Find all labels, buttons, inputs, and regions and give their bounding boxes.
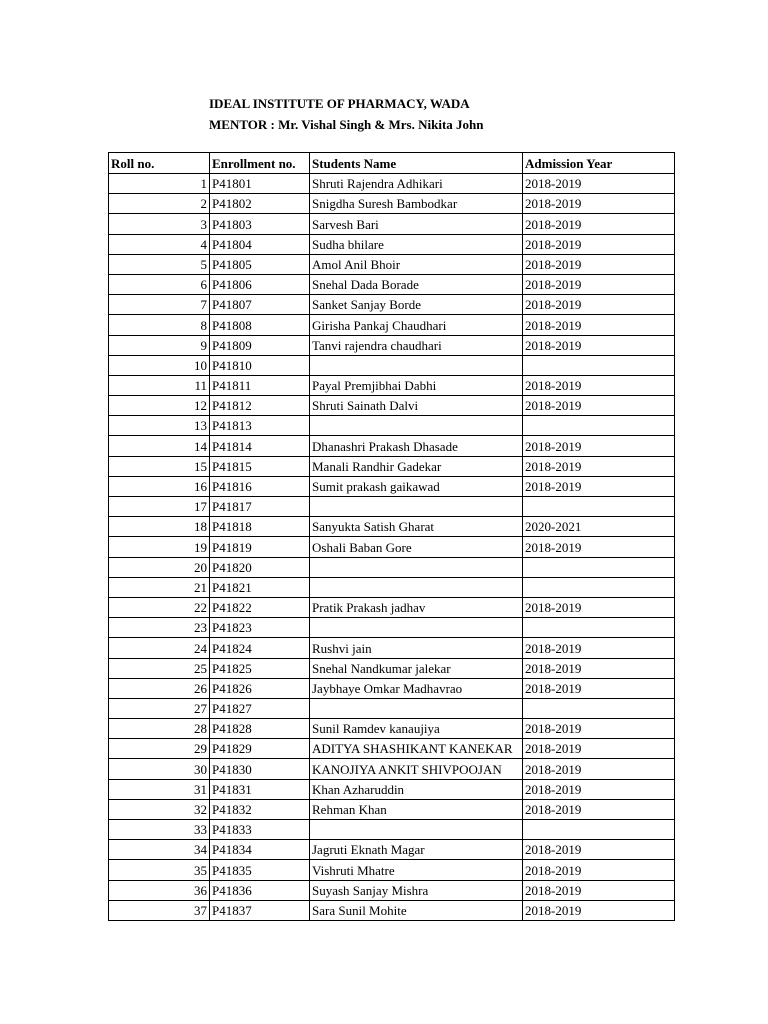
admission-year-cell: 2018-2019 <box>523 880 675 900</box>
table-row <box>109 234 675 254</box>
roll-number-cell: 10 <box>109 355 210 375</box>
student-name-cell: Suyash Sanjay Mishra <box>310 880 523 900</box>
admission-year-cell: 2018-2019 <box>523 779 675 799</box>
column-header-students-name: Students Name <box>310 153 523 174</box>
roll-number-cell: 27 <box>109 698 210 718</box>
student-name-cell <box>310 618 523 638</box>
column-header-admission-year: Admission Year <box>523 153 675 174</box>
admission-year-cell <box>523 698 675 718</box>
student-name-cell <box>310 557 523 577</box>
student-name-cell: ADITYA SHASHIKANT KANEKAR <box>310 739 523 759</box>
student-name-cell: KANOJIYA ANKIT SHIVPOOJAN <box>310 759 523 779</box>
roll-number-cell: 36 <box>109 880 210 900</box>
enrollment-number-cell: P41804 <box>210 234 310 254</box>
student-name-cell <box>310 355 523 375</box>
roll-number-cell: 24 <box>109 638 210 658</box>
enrollment-number-cell: P41806 <box>210 274 310 294</box>
roll-number-cell: 30 <box>109 759 210 779</box>
roll-number-cell: 12 <box>109 396 210 416</box>
roll-number-cell: 11 <box>109 375 210 395</box>
enrollment-number-cell: P41802 <box>210 194 310 214</box>
student-name-cell: Sumit prakash gaikawad <box>310 476 523 496</box>
student-name-cell: Shruti Sainath Dalvi <box>310 396 523 416</box>
student-name-cell <box>310 577 523 597</box>
student-name-cell: Snehal Dada Borade <box>310 274 523 294</box>
table-row <box>109 517 675 537</box>
enrollment-number-cell: P41823 <box>210 618 310 638</box>
student-name-cell: Snehal Nandkumar jalekar <box>310 658 523 678</box>
student-name-cell: Sudha bhilare <box>310 234 523 254</box>
student-name-cell: Rushvi jain <box>310 638 523 658</box>
roll-number-cell: 23 <box>109 618 210 638</box>
student-name-cell: Sarvesh Bari <box>310 214 523 234</box>
table-row <box>109 456 675 476</box>
institute-title: IDEAL INSTITUTE OF PHARMACY, WADA <box>209 96 470 111</box>
roll-number-cell: 2 <box>109 194 210 214</box>
roll-number-cell: 8 <box>109 315 210 335</box>
roll-number-cell: 9 <box>109 335 210 355</box>
table-row <box>109 658 675 678</box>
admission-year-cell <box>523 820 675 840</box>
roll-number-cell: 3 <box>109 214 210 234</box>
admission-year-cell: 2018-2019 <box>523 476 675 496</box>
student-name-cell: Tanvi rajendra chaudhari <box>310 335 523 355</box>
table-row <box>109 497 675 517</box>
student-roster-table <box>108 152 675 921</box>
enrollment-number-cell: P41811 <box>210 375 310 395</box>
table-row <box>109 396 675 416</box>
student-name-cell: Girisha Pankaj Chaudhari <box>310 315 523 335</box>
enrollment-number-cell: P41824 <box>210 638 310 658</box>
student-name-cell <box>310 497 523 517</box>
student-name-cell: Sanyukta Satish Gharat <box>310 517 523 537</box>
admission-year-cell: 2018-2019 <box>523 315 675 335</box>
admission-year-cell: 2018-2019 <box>523 799 675 819</box>
table-row <box>109 638 675 658</box>
enrollment-number-cell: P41813 <box>210 416 310 436</box>
enrollment-number-cell: P41828 <box>210 719 310 739</box>
table-row <box>109 315 675 335</box>
student-name-cell <box>310 698 523 718</box>
roll-number-cell: 35 <box>109 860 210 880</box>
enrollment-number-cell: P41835 <box>210 860 310 880</box>
admission-year-cell: 2018-2019 <box>523 295 675 315</box>
column-header-roll-no: Roll no. <box>109 153 210 174</box>
table-row <box>109 698 675 718</box>
student-name-cell <box>310 820 523 840</box>
admission-year-cell <box>523 497 675 517</box>
table-row <box>109 577 675 597</box>
enrollment-number-cell: P41831 <box>210 779 310 799</box>
table-row <box>109 799 675 819</box>
roll-number-cell: 13 <box>109 416 210 436</box>
enrollment-number-cell: P41827 <box>210 698 310 718</box>
enrollment-number-cell: P41807 <box>210 295 310 315</box>
table-row <box>109 557 675 577</box>
roll-number-cell: 25 <box>109 658 210 678</box>
table-row <box>109 537 675 557</box>
student-name-cell: Pratik Prakash jadhav <box>310 597 523 617</box>
student-name-cell: Payal Premjibhai Dabhi <box>310 375 523 395</box>
enrollment-number-cell: P41833 <box>210 820 310 840</box>
table-row <box>109 900 675 920</box>
admission-year-cell: 2018-2019 <box>523 658 675 678</box>
enrollment-number-cell: P41832 <box>210 799 310 819</box>
enrollment-number-cell: P41818 <box>210 517 310 537</box>
student-name-cell: Sara Sunil Mohite <box>310 900 523 920</box>
roll-number-cell: 26 <box>109 678 210 698</box>
roll-number-cell: 1 <box>109 174 210 194</box>
table-row <box>109 618 675 638</box>
roll-number-cell: 18 <box>109 517 210 537</box>
admission-year-cell: 2018-2019 <box>523 597 675 617</box>
table-row <box>109 295 675 315</box>
roll-number-cell: 28 <box>109 719 210 739</box>
admission-year-cell: 2018-2019 <box>523 537 675 557</box>
student-name-cell: Shruti Rajendra Adhikari <box>310 174 523 194</box>
admission-year-cell: 2018-2019 <box>523 840 675 860</box>
student-name-cell: Sanket Sanjay Borde <box>310 295 523 315</box>
table-row <box>109 476 675 496</box>
admission-year-cell <box>523 355 675 375</box>
roll-number-cell: 20 <box>109 557 210 577</box>
roll-number-cell: 29 <box>109 739 210 759</box>
student-name-cell: Vishruti Mhatre <box>310 860 523 880</box>
roll-number-cell: 19 <box>109 537 210 557</box>
enrollment-number-cell: P41821 <box>210 577 310 597</box>
table-row <box>109 355 675 375</box>
admission-year-cell: 2018-2019 <box>523 214 675 234</box>
table-row <box>109 375 675 395</box>
student-name-cell: Khan Azharuddin <box>310 779 523 799</box>
table-body <box>109 174 675 921</box>
student-name-cell: Jagruti Eknath Magar <box>310 840 523 860</box>
admission-year-cell: 2018-2019 <box>523 456 675 476</box>
enrollment-number-cell: P41812 <box>210 396 310 416</box>
enrollment-number-cell: P41815 <box>210 456 310 476</box>
roll-number-cell: 32 <box>109 799 210 819</box>
table-row <box>109 820 675 840</box>
admission-year-cell: 2018-2019 <box>523 234 675 254</box>
roll-number-cell: 17 <box>109 497 210 517</box>
admission-year-cell: 2018-2019 <box>523 719 675 739</box>
table-row <box>109 840 675 860</box>
enrollment-number-cell: P41820 <box>210 557 310 577</box>
student-name-cell: Sunil Ramdev kanaujiya <box>310 719 523 739</box>
student-name-cell: Manali Randhir Gadekar <box>310 456 523 476</box>
roll-number-cell: 34 <box>109 840 210 860</box>
enrollment-number-cell: P41830 <box>210 759 310 779</box>
student-name-cell: Amol Anil Bhoir <box>310 254 523 274</box>
table-row <box>109 436 675 456</box>
table-row <box>109 194 675 214</box>
table-row <box>109 274 675 294</box>
table-row <box>109 335 675 355</box>
admission-year-cell: 2018-2019 <box>523 254 675 274</box>
admission-year-cell <box>523 618 675 638</box>
admission-year-cell: 2018-2019 <box>523 375 675 395</box>
enrollment-number-cell: P41814 <box>210 436 310 456</box>
enrollment-number-cell: P41817 <box>210 497 310 517</box>
enrollment-number-cell: P41836 <box>210 880 310 900</box>
admission-year-cell: 2018-2019 <box>523 860 675 880</box>
admission-year-cell: 2018-2019 <box>523 396 675 416</box>
roll-number-cell: 33 <box>109 820 210 840</box>
admission-year-cell <box>523 557 675 577</box>
roll-number-cell: 31 <box>109 779 210 799</box>
enrollment-number-cell: P41803 <box>210 214 310 234</box>
table-row <box>109 678 675 698</box>
roll-number-cell: 37 <box>109 900 210 920</box>
column-header-enrollment-no: Enrollment no. <box>210 153 310 174</box>
admission-year-cell: 2018-2019 <box>523 638 675 658</box>
table-row <box>109 779 675 799</box>
admission-year-cell: 2018-2019 <box>523 678 675 698</box>
roll-number-cell: 21 <box>109 577 210 597</box>
document-header <box>209 93 484 135</box>
table-row <box>109 416 675 436</box>
table-row <box>109 739 675 759</box>
admission-year-cell: 2018-2019 <box>523 436 675 456</box>
enrollment-number-cell: P41829 <box>210 739 310 759</box>
enrollment-number-cell: P41810 <box>210 355 310 375</box>
enrollment-number-cell: P41819 <box>210 537 310 557</box>
enrollment-number-cell: P41822 <box>210 597 310 617</box>
student-name-cell <box>310 416 523 436</box>
roll-number-cell: 16 <box>109 476 210 496</box>
table-row <box>109 214 675 234</box>
table-row <box>109 597 675 617</box>
admission-year-cell: 2018-2019 <box>523 174 675 194</box>
mentor-line: MENTOR : Mr. Vishal Singh & Mrs. Nikita John <box>209 117 484 132</box>
enrollment-number-cell: P41805 <box>210 254 310 274</box>
enrollment-number-cell: P41809 <box>210 335 310 355</box>
roll-number-cell: 15 <box>109 456 210 476</box>
roll-number-cell: 22 <box>109 597 210 617</box>
enrollment-number-cell: P41825 <box>210 658 310 678</box>
table-row <box>109 880 675 900</box>
student-name-cell: Oshali Baban Gore <box>310 537 523 557</box>
enrollment-number-cell: P41834 <box>210 840 310 860</box>
admission-year-cell: 2018-2019 <box>523 335 675 355</box>
table-row <box>109 759 675 779</box>
table-row <box>109 719 675 739</box>
roll-number-cell: 4 <box>109 234 210 254</box>
student-name-cell: Rehman Khan <box>310 799 523 819</box>
student-name-cell: Dhanashri Prakash Dhasade <box>310 436 523 456</box>
admission-year-cell <box>523 577 675 597</box>
admission-year-cell: 2018-2019 <box>523 759 675 779</box>
roll-number-cell: 14 <box>109 436 210 456</box>
admission-year-cell: 2018-2019 <box>523 274 675 294</box>
admission-year-cell: 2020-2021 <box>523 517 675 537</box>
admission-year-cell: 2018-2019 <box>523 900 675 920</box>
table-row <box>109 174 675 194</box>
table-row <box>109 254 675 274</box>
admission-year-cell <box>523 416 675 436</box>
table-row <box>109 860 675 880</box>
roll-number-cell: 6 <box>109 274 210 294</box>
admission-year-cell: 2018-2019 <box>523 739 675 759</box>
roll-number-cell: 7 <box>109 295 210 315</box>
table-header-row <box>109 153 675 174</box>
enrollment-number-cell: P41837 <box>210 900 310 920</box>
enrollment-number-cell: P41801 <box>210 174 310 194</box>
enrollment-number-cell: P41816 <box>210 476 310 496</box>
admission-year-cell: 2018-2019 <box>523 194 675 214</box>
student-name-cell: Jaybhaye Omkar Madhavrao <box>310 678 523 698</box>
enrollment-number-cell: P41826 <box>210 678 310 698</box>
student-name-cell: Snigdha Suresh Bambodkar <box>310 194 523 214</box>
roll-number-cell: 5 <box>109 254 210 274</box>
enrollment-number-cell: P41808 <box>210 315 310 335</box>
